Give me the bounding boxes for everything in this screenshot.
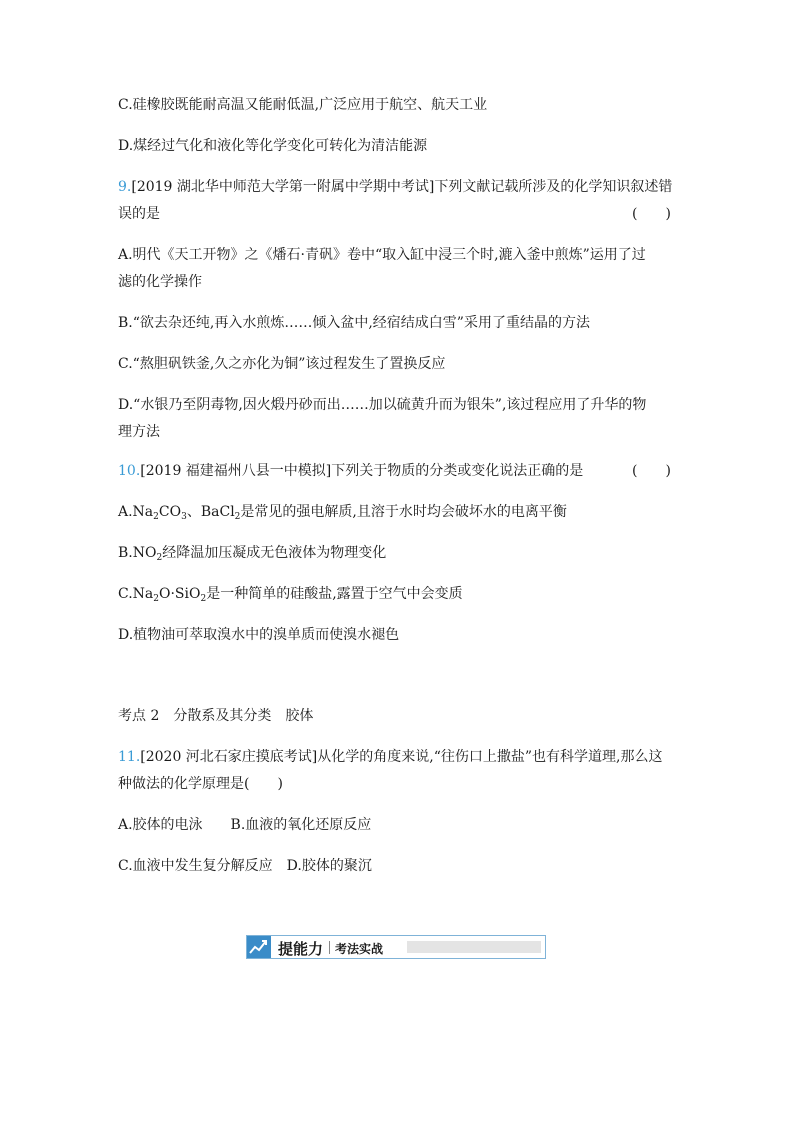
q10-answer-paren: ( )	[632, 463, 671, 479]
q10-option-d: D.植物油可萃取溴水中的溴单质而使溴水褪色	[118, 627, 400, 643]
section-heading: 考点 2 分散系及其分类 胶体	[118, 708, 314, 724]
q9-stem	[118, 177, 672, 197]
q11-stem-line2: 种做法的化学原理是( )	[118, 776, 283, 792]
q10-number: 10.	[118, 463, 141, 479]
section-banner	[246, 935, 546, 959]
q9-option-d: D.“水银乃至阴毒物,因火煅丹砂而出……加以硫黄升而为银朱”,该过程应用了升华的物	[118, 397, 647, 413]
chart-trend-icon	[247, 936, 271, 958]
q11-stem	[118, 747, 662, 767]
q9-answer-paren: ( )	[632, 206, 671, 222]
banner-title: 提能力	[278, 940, 324, 958]
q10-stem-text: [2019 福建福州八县一中模拟]下列关于物质的分类或变化说法正确的是	[140, 463, 584, 479]
q9-option-b: B.“欲去杂还纯,再入水煎炼……倾入盆中,经宿结成白雪”采用了重结晶的方法	[118, 315, 590, 331]
banner-divider	[329, 941, 330, 954]
q9-number: 9.	[118, 179, 132, 195]
q9-option-c: C.“熬胆矾铁釜,久之亦化为铜”该过程发生了置换反应	[118, 356, 446, 372]
q11-number: 11.	[118, 749, 141, 765]
q11-stem-text: [2020 河北石家庄摸底考试]从化学的角度来说,“往伤口上撒盐”也有科学道理,那么这	[140, 749, 663, 765]
q9-stem-line2: 误的是	[118, 206, 160, 222]
banner-bar	[407, 941, 541, 953]
q10-stem	[118, 461, 583, 481]
q9-option-a: A.明代《天工开物》之《燔石·青矾》卷中“取入缸中浸三个时,漉入釜中煎炼”运用了过	[118, 247, 646, 263]
q8-option-c: C.硅橡胶既能耐高温又能耐低温,广泛应用于航空、航天工业	[118, 97, 488, 113]
q10-option-c: $C.Na_2O\cdot SiO_2$是一种简单的硅酸盐,露置于空气中会变质	[118, 586, 463, 604]
q9-option-a-line2: 滤的化学操作	[118, 274, 202, 290]
q9-stem-text: [2019 湖北华中师范大学第一附属中学期中考试]下列文献记载所涉及的化学知识叙述错	[131, 179, 673, 195]
q11-options-cd: C.血液中发生复分解反应 D.胶体的聚沉	[118, 858, 372, 874]
q11-options-ab: A.胶体的电泳 B.血液的氧化还原反应	[118, 817, 372, 833]
banner-subtitle: 考法实战	[335, 942, 384, 956]
q10-option-a: $A.Na_2CO_3$、BaCl$_2$是常见的强电解质,且溶于水时均会破坏水的电离平衡	[118, 504, 567, 522]
q9-option-d-line2: 理方法	[118, 424, 160, 440]
q8-option-d: D.煤经过气化和液化等化学变化可转化为清洁能源	[118, 138, 428, 154]
q10-option-b: $B.NO_2$经降温加压凝成无色液体为物理变化	[118, 545, 387, 563]
